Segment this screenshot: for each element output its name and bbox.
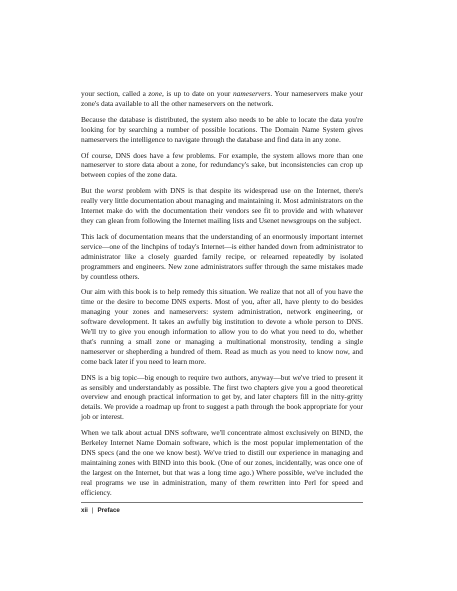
paragraph-7 <box>81 373 363 423</box>
paragraph-4 <box>81 186 363 226</box>
text-run: Of course, DNS does have a few problems. For example, the system allows more than one nameserver to store data about a zone, for redundancy's sake, but inconsistencies can crop up between copies of the zone data. <box>81 150 363 180</box>
paragraph-3 <box>81 151 363 181</box>
text-run: problem with DNS is that despite its widespread use on the Internet, there's really very little documentation about managing and maintaining it. Most administrators on the Internet make do with the documentation their vendors see fit to provide and with whatever they can glean from following the Internet mailing lists and Usenet newsgroups on the subject. <box>81 186 364 225</box>
paragraph-6 <box>81 287 363 366</box>
text-run: Because the database is distributed, the system also needs to be able to locate the data you're looking for by searching a number of possible locations. The Domain Name System gives nameservers the intelligence to navigate through the database and find data in any zone. <box>81 114 363 144</box>
paragraph-5 <box>81 232 363 282</box>
term-nameservers: nameservers <box>232 89 271 98</box>
text-run: This lack of documentation means that the understanding of an enormously important internet service—one of the linchpins of today's Internet—is either handed down from administrator to administrator like a closely guarded family recipe, or relearned repeatedly by isolated programmers and engineers. New zone administrators suffer through the same mistakes made by countless others. <box>81 231 363 281</box>
emphasis-worst: worst <box>106 186 124 196</box>
text-run: Our aim with this book is to help remedy this situation. We realize that not all of you have the time or the desire to become DNS experts. Most of you, after all, have plenty to do besides managing your zones and nameservers: system administration, network engineering, or software development. It takes an awfully big institution to devote a whole person to DNS. We'll try to give you enough information to allow you to do what you need to do, whether that's running a small zone or managing a multinational monstrosity, tending a single nameserver or shepherding a hundred of them. Read as much as you need to know now, and come back later if you need to learn more. <box>81 287 363 366</box>
text-run: . Your nameservers make your zone's data available to all the other nameservers on the network. <box>81 89 363 108</box>
term-zone: zone <box>148 89 162 98</box>
text-run: But the <box>81 186 107 196</box>
text-run: DNS is a big topic—big enough to require two authors, anyway—but we've tried to present it as sensibly and understandably as possible. The first two chapters give you a good theoretical overview and enough practical information to get by, and later chapters fill in the nitty-gritty details. We provide a roadmap up front to suggest a path through the book appropriate for your job or interest. <box>81 372 363 422</box>
page-number: xii <box>81 507 88 514</box>
paragraph-1 <box>81 89 363 109</box>
paragraph-2 <box>81 115 363 145</box>
text-run: your section, called a <box>81 89 149 98</box>
section-title: Preface <box>97 507 120 514</box>
footer-separator: | <box>91 507 94 514</box>
text-run: When we talk about actual DNS software, we'll concentrate almost exclusively on BIND, the Berkeley Internet Name Domain software, which is the most popular implementation of the DNS specs (and the one we know best). We've tried to distill our experience in managing and maintaining zones with BIND into this book. (One of our zones, incidentally, was once one of the largest on the Internet, but that was a long time ago.) Where possible, we've included the real programs we use in administration, many of them rewritten into Perl for speed and efficiency. <box>81 428 363 497</box>
page-body <box>81 89 363 504</box>
page-footer <box>81 502 363 514</box>
paragraph-8 <box>81 428 363 497</box>
text-run: , is up to date on your <box>161 89 233 98</box>
